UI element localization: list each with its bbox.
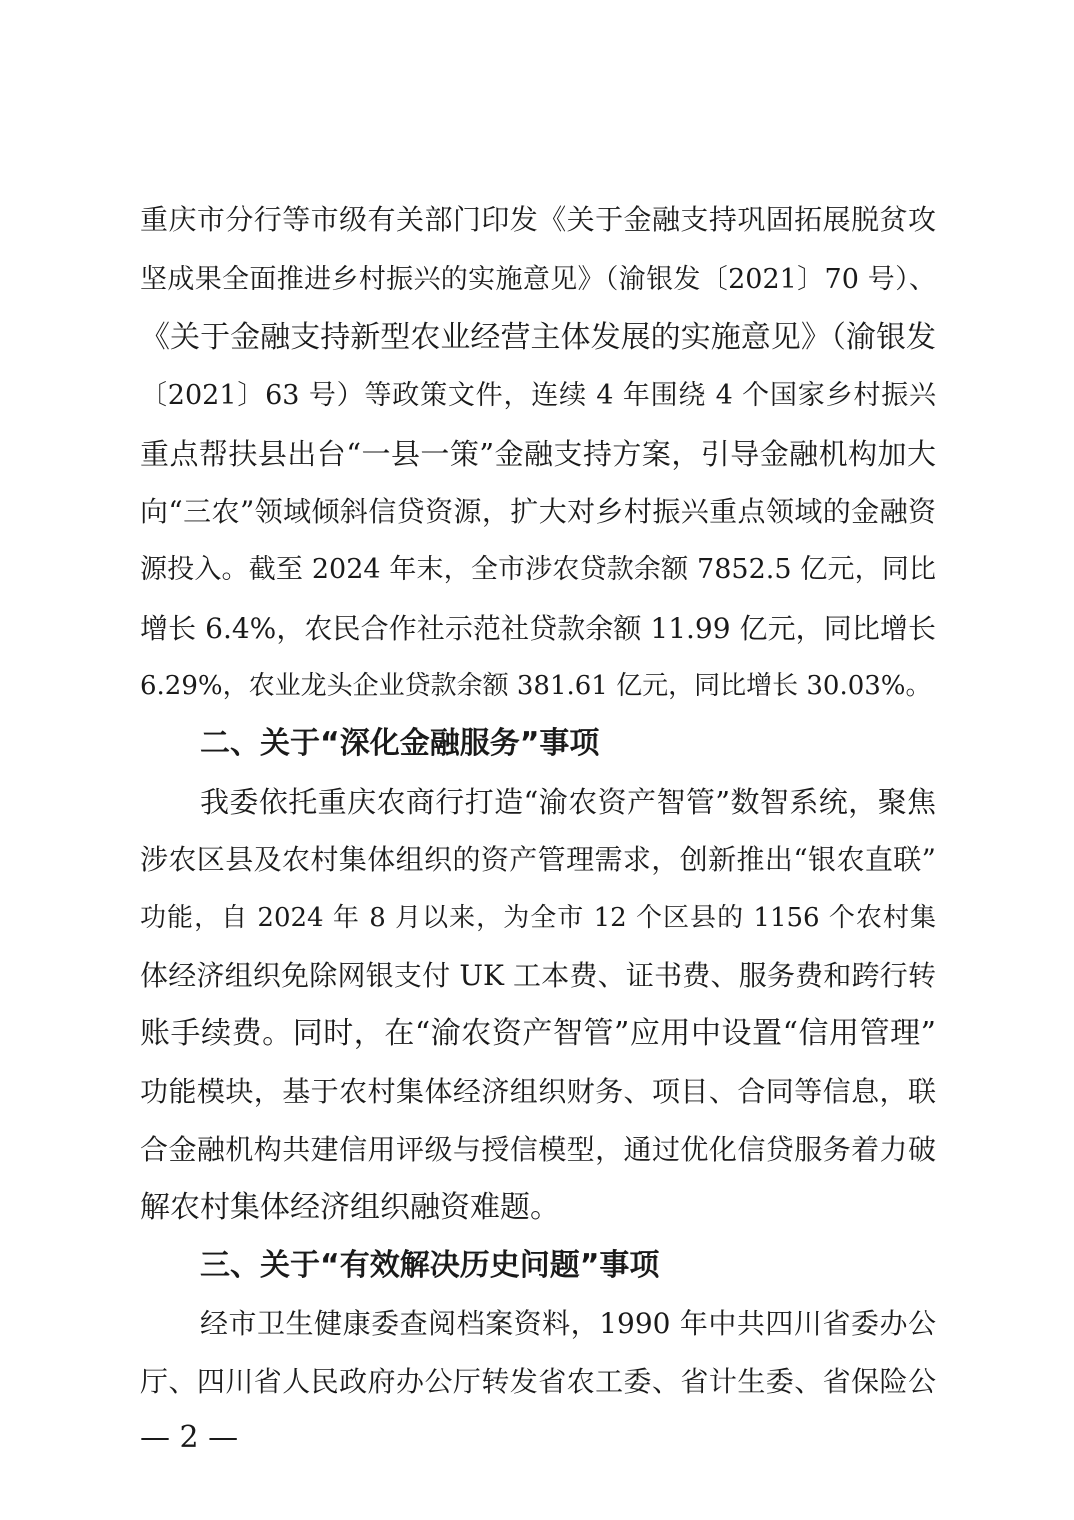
paragraph-1-line-2: 坚成果全面推进乡村振兴的实施意见》（渝银发〔2021〕70 号）、	[140, 264, 936, 295]
paragraph-2-line-7: 合金融机构共建信用评级与授信模型，通过优化信贷服务着力破	[140, 1133, 936, 1166]
paragraph-1-line-9: 6.29%，农业龙头企业贷款余额 381.61 亿元，同比增长 30.03%。	[140, 671, 932, 701]
paragraph-1-line-5: 重点帮扶县出台“一县一策”金融支持方案，引导金融机构加大	[140, 437, 936, 471]
paragraph-3-line-1: 经市卫生健康委查阅档案资料，1990 年中共四川省委办公	[200, 1307, 936, 1340]
paragraph-1-line-1: 重庆市分行等市级有关部门印发《关于金融支持巩固拓展脱贫攻	[140, 203, 936, 236]
paragraph-2-line-1: 我委依托重庆农商行打造“渝农资产智管”数智系统，聚焦	[200, 785, 936, 819]
paragraph-2-line-4: 体经济组织免除网银支付 UK 工本费、证书费、服务费和跨行转	[140, 959, 936, 992]
page-number: — 2 —	[140, 1420, 239, 1455]
paragraph-1-line-3: 《关于金融支持新型农业经营主体发展的实施意见》（渝银发	[140, 320, 936, 355]
paragraph-2-line-2: 涉农区县及农村集体组织的资产管理需求，创新推出“银农直联”	[140, 843, 936, 876]
paragraph-2-line-5: 账手续费。同时，在“渝农资产智管”应用中设置“信用管理”	[140, 1016, 936, 1051]
section-heading-3: 三、关于“有效解决历史问题”事项	[200, 1248, 660, 1283]
paragraph-2-line-3: 功能，自 2024 年 8 月以来，为全市 12 个区县的 1156 个农村集	[140, 903, 936, 933]
paragraph-1-line-6: 向“三农”领域倾斜信贷资源，扩大对乡村振兴重点领域的金融资	[140, 495, 936, 528]
section-heading-2: 二、关于“深化金融服务”事项	[200, 726, 600, 761]
paragraph-1-line-8: 增长 6.4%，农民合作社示范社贷款余额 11.99 亿元，同比增长	[140, 612, 936, 645]
paragraph-2-line-8: 解农村集体经济组织融资难题。	[140, 1190, 560, 1225]
paragraph-2-line-6: 功能模块，基于农村集体经济组织财务、项目、合同等信息，联	[140, 1075, 936, 1108]
paragraph-3-line-2: 厅、四川省人民政府办公厅转发省农工委、省计生委、省保险公	[140, 1365, 936, 1398]
paragraph-1-line-7: 源投入。截至 2024 年末，全市涉农贷款余额 7852.5 亿元，同比	[140, 554, 936, 585]
paragraph-1-line-4: 〔2021〕63 号）等政策文件，连续 4 年围绕 4 个国家乡村振兴	[140, 380, 936, 411]
